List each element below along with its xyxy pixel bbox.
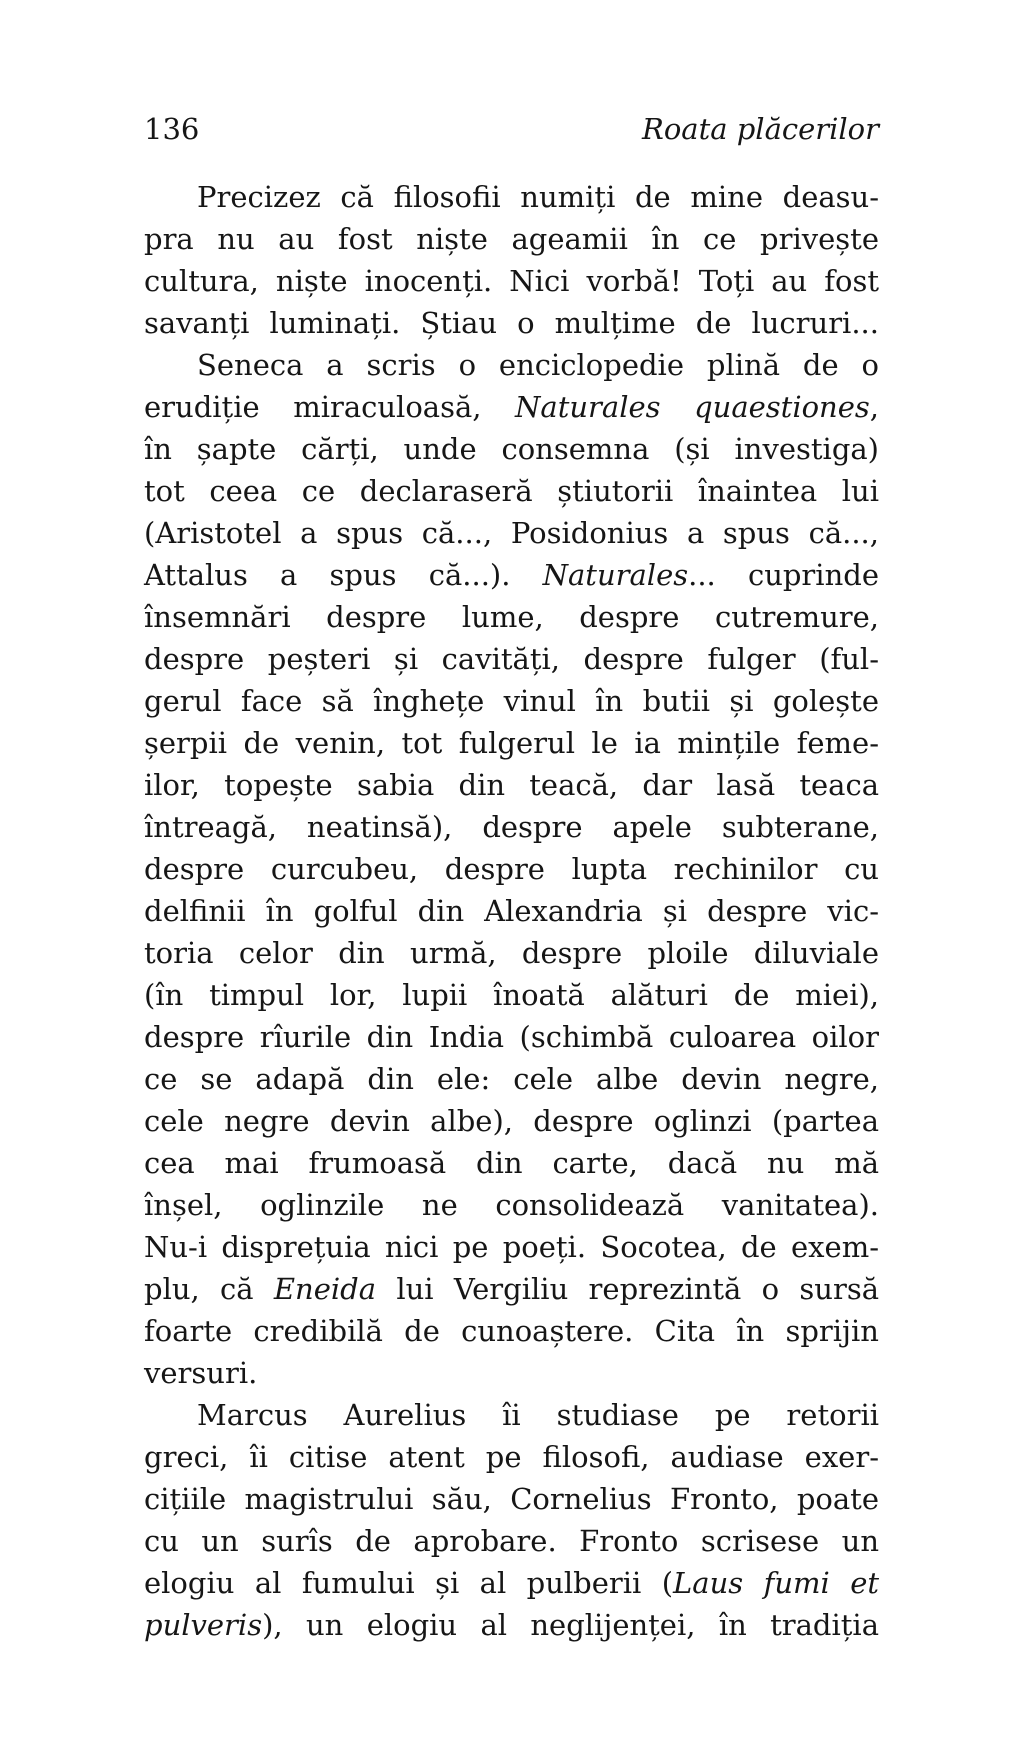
- body-text: cițiile magistrului său, Cornelius Fronto, poate: [144, 1482, 879, 1516]
- text-line: [144, 1352, 879, 1394]
- text-line: [144, 1520, 879, 1562]
- body-text: savanți luminați. Știau o mulțime de lucruri...: [144, 306, 879, 340]
- body-text: ce se adapă din ele: cele albe devin negre,: [144, 1062, 879, 1096]
- text-line: [144, 1394, 879, 1436]
- body-text: lui Vergiliu reprezintă o sursă: [376, 1272, 879, 1306]
- body-text: pra nu au fost niște ageamii în ce privește: [144, 222, 879, 256]
- text-line: [144, 386, 879, 428]
- body-text: Marcus Aurelius îi studiase pe retorii: [197, 1398, 879, 1432]
- body-text: despre peșteri și cavități, despre fulger (ful-: [144, 642, 879, 676]
- body-text: înșel, oglinzile ne consolidează vanitatea).: [144, 1188, 879, 1222]
- body-text: însemnări despre lume, despre cutremure,: [144, 600, 879, 634]
- text-line: [144, 1184, 879, 1226]
- body-text: Precizez că filosofii numiți de mine deasu-: [197, 180, 879, 214]
- body-text: despre curcubeu, despre lupta rechinilor cu: [144, 852, 879, 886]
- text-line: [144, 302, 879, 344]
- text-line: [144, 932, 879, 974]
- body-text: ... cuprinde: [688, 558, 879, 592]
- body-text: cea mai frumoasă din carte, dacă nu mă: [144, 1146, 879, 1180]
- body-text: erudiție miraculoasă,: [144, 390, 516, 424]
- body-text: ,: [869, 390, 879, 424]
- text-line: [144, 1226, 879, 1268]
- text-line: [144, 512, 879, 554]
- paragraph: [144, 344, 879, 1394]
- body-text: Attalus a spus că...).: [144, 558, 543, 592]
- body-text: cele negre devin albe), despre oglinzi (partea: [144, 1104, 879, 1138]
- body-text: șerpii de venin, tot fulgerul le ia mințile feme-: [144, 726, 879, 760]
- body-text: versuri.: [144, 1356, 258, 1390]
- text-line: [144, 848, 879, 890]
- text-line: [144, 1016, 879, 1058]
- page-body: [144, 176, 879, 1646]
- paragraph: [144, 1394, 879, 1646]
- text-line: [144, 428, 879, 470]
- body-text: elogiu al fumului și al pulberii (: [144, 1566, 674, 1600]
- text-line: [144, 722, 879, 764]
- italic-text: Naturales: [542, 558, 689, 592]
- body-text: despre rîurile din India (schimbă culoarea oilor: [144, 1020, 879, 1054]
- text-line: [144, 1478, 879, 1520]
- text-line: [144, 1436, 879, 1478]
- text-line: [144, 1142, 879, 1184]
- text-line: [144, 1310, 879, 1352]
- body-text: Nu-i disprețuia nici pe poeți. Socotea, de exem-: [144, 1230, 879, 1264]
- text-line: [144, 554, 879, 596]
- text-line: [144, 638, 879, 680]
- body-text: (Aristotel a spus că..., Posidonius a spus că...,: [144, 516, 879, 550]
- italic-text: pulveris: [144, 1608, 263, 1642]
- text-line: [144, 596, 879, 638]
- italic-text: Laus fumi et: [673, 1566, 880, 1600]
- text-line: [144, 344, 879, 386]
- text-line: [144, 1268, 879, 1310]
- body-text: cultura, niște inocenți. Nici vorbă! Toți au fost: [144, 264, 879, 298]
- body-text: cu un surîs de aprobare. Fronto scrisese un: [144, 1524, 879, 1558]
- text-line: [144, 890, 879, 932]
- paragraph: [144, 176, 879, 344]
- text-line: [144, 176, 879, 218]
- body-text: ilor, topește sabia din teacă, dar lasă teaca: [144, 768, 879, 802]
- body-text: greci, îi citise atent pe filosofi, audiase exer-: [144, 1440, 879, 1474]
- body-text: Seneca a scris o enciclopedie plină de o: [197, 348, 879, 382]
- body-text: plu, că: [144, 1272, 274, 1306]
- body-text: (în timpul lor, lupii înoată alături de miei),: [144, 978, 879, 1012]
- body-text: în șapte cărți, unde consemna (și investiga): [144, 432, 879, 466]
- text-line: [144, 1100, 879, 1142]
- body-text: gerul face să înghețe vinul în butii și golește: [144, 684, 879, 718]
- text-line: [144, 470, 879, 512]
- text-line: [144, 218, 879, 260]
- text-line: [144, 1562, 879, 1604]
- body-text: întreagă, neatinsă), despre apele subterane,: [144, 810, 879, 844]
- page-header: [144, 112, 879, 146]
- italic-text: Eneida: [273, 1272, 377, 1306]
- text-line: [144, 680, 879, 722]
- text-line: [144, 1058, 879, 1100]
- body-text: tot ceea ce declaraseră știutorii înaintea lui: [144, 474, 879, 508]
- page-number: 136: [144, 112, 200, 146]
- body-text: foarte credibilă de cunoaștere. Cita în sprijin: [144, 1314, 879, 1348]
- text-line: [144, 764, 879, 806]
- text-line: [144, 260, 879, 302]
- text-line: [144, 806, 879, 848]
- text-line: [144, 1604, 879, 1646]
- italic-text: Naturales quaestiones: [515, 390, 870, 424]
- body-text: ), un elogiu al neglijenței, în tradiția: [262, 1608, 879, 1642]
- running-title: Roata plăcerilor: [641, 112, 879, 146]
- body-text: toria celor din urmă, despre ploile diluviale: [144, 936, 879, 970]
- body-text: delfinii în golful din Alexandria și despre vic-: [144, 894, 879, 928]
- text-line: [144, 974, 879, 1016]
